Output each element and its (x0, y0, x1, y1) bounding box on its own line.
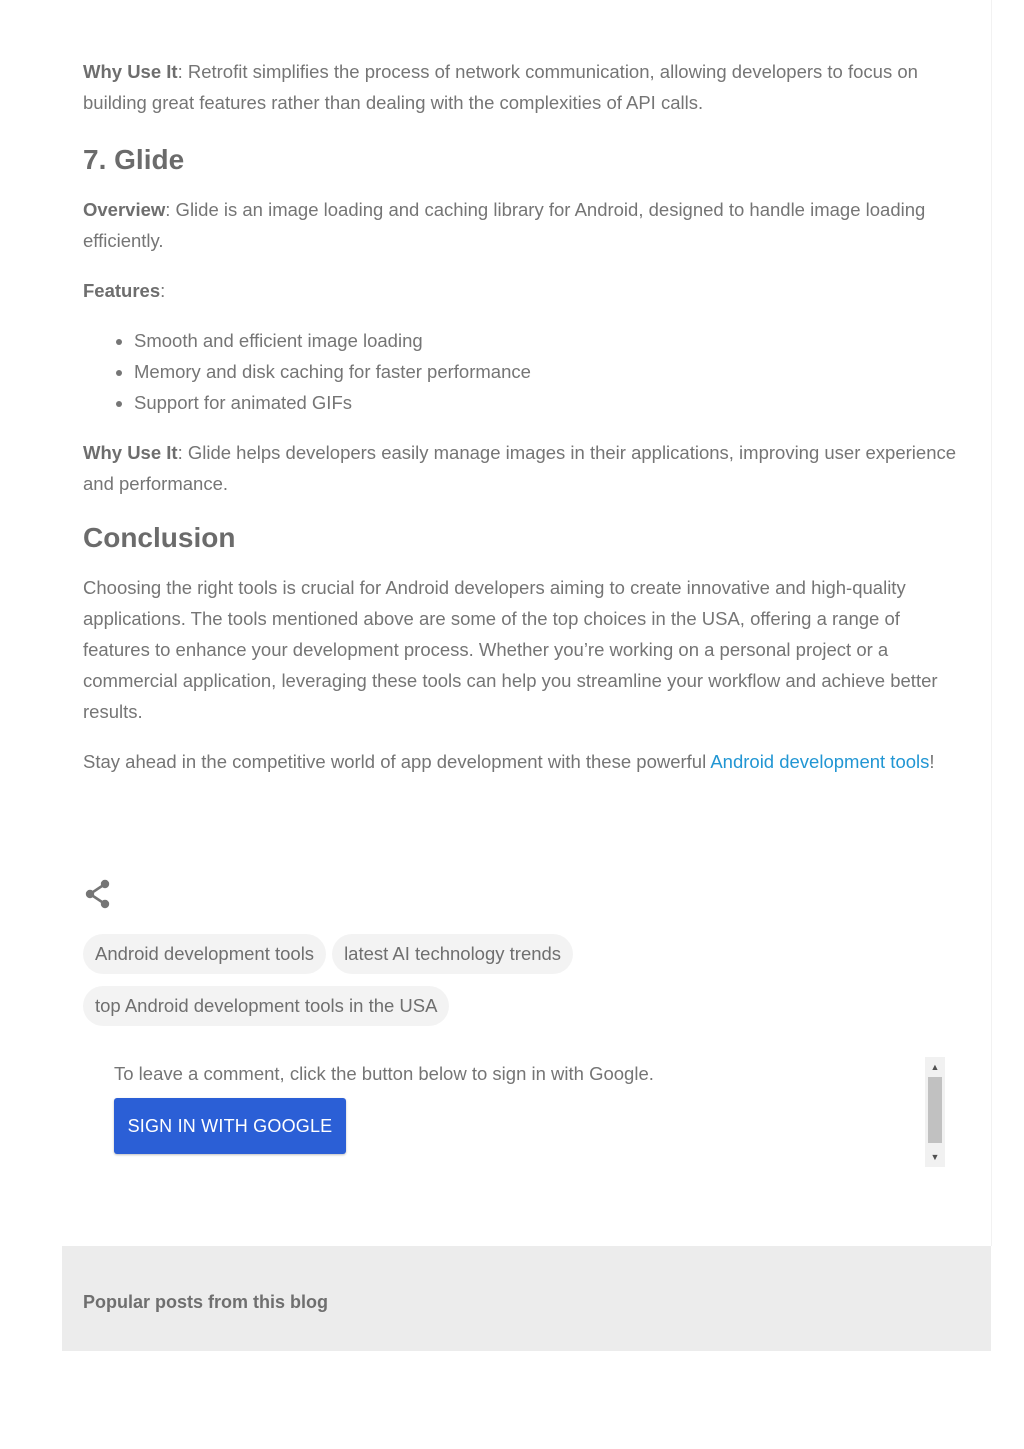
scroll-down-icon[interactable]: ▼ (930, 1152, 940, 1162)
features-colon: : (160, 280, 166, 301)
sign-in-with-google-button[interactable]: SIGN IN WITH GOOGLE (114, 1098, 346, 1154)
closing-text: Stay ahead in the competitive world of app development with these powerful (83, 751, 711, 772)
retrofit-why-paragraph (83, 56, 963, 118)
scroll-up-icon[interactable]: ▲ (930, 1062, 940, 1072)
glide-why-text: : Glide helps developers easily manage images in their applications, improving user experience and performance. (83, 442, 957, 494)
post-body (83, 56, 963, 777)
closing-exclamation: ! (929, 751, 935, 772)
list-item: • Memory and disk caching for faster performance (134, 356, 963, 387)
glide-heading: 7. Glide (83, 144, 185, 175)
glide-why-paragraph (83, 437, 963, 499)
closing-paragraph (83, 746, 963, 777)
list-item: • Smooth and efficient image loading (134, 325, 963, 356)
retrofit-why-text: : Retrofit simplifies the process of network communication, allowing developers to focus on building great features rather than dealing with the complexities of API calls. (83, 61, 918, 113)
glide-overview-text: : Glide is an image loading and caching library for Android, designed to handle image loading efficiently. (83, 199, 926, 251)
label-chip[interactable]: top Android development tools in the USA (83, 986, 449, 1026)
popular-posts-section (62, 1246, 991, 1351)
list-item: • Support for animated GIFs (134, 387, 963, 418)
glide-overview-paragraph (83, 194, 963, 256)
conclusion-heading: Conclusion (83, 522, 236, 553)
comments-section (114, 1060, 894, 1154)
share-icon (84, 879, 112, 909)
android-tools-link[interactable]: Android development tools (710, 751, 930, 772)
comments-scrollbar[interactable] (925, 1057, 945, 1167)
overview-label: Overview (83, 199, 166, 220)
popular-posts-title: Popular posts from this blog (83, 1292, 329, 1312)
comment-prompt: To leave a comment, click the button below to sign in with Google. (114, 1063, 654, 1084)
label-chip[interactable]: Android development tools (83, 934, 326, 974)
conclusion-paragraph: Choosing the right tools is crucial for Android developers aiming to create innovative and high-quality applications. The tools mentioned above are some of the top choices in the USA, offering a range of features to enhance your development process. Whether you’re working on a personal project or a commercial application, leveraging these tools can help you streamline your workflow and achieve better results. (83, 577, 938, 722)
why-use-it-label: Why Use It (83, 61, 178, 82)
post-labels (83, 934, 783, 1038)
glide-features-list (83, 325, 963, 418)
features-label: Features (83, 280, 161, 301)
label-chip[interactable]: latest AI technology trends (332, 934, 573, 974)
scrollbar-thumb[interactable] (928, 1077, 942, 1143)
why-use-it-label: Why Use It (83, 442, 178, 463)
glide-features-paragraph (83, 275, 963, 306)
share-button[interactable] (84, 879, 112, 909)
